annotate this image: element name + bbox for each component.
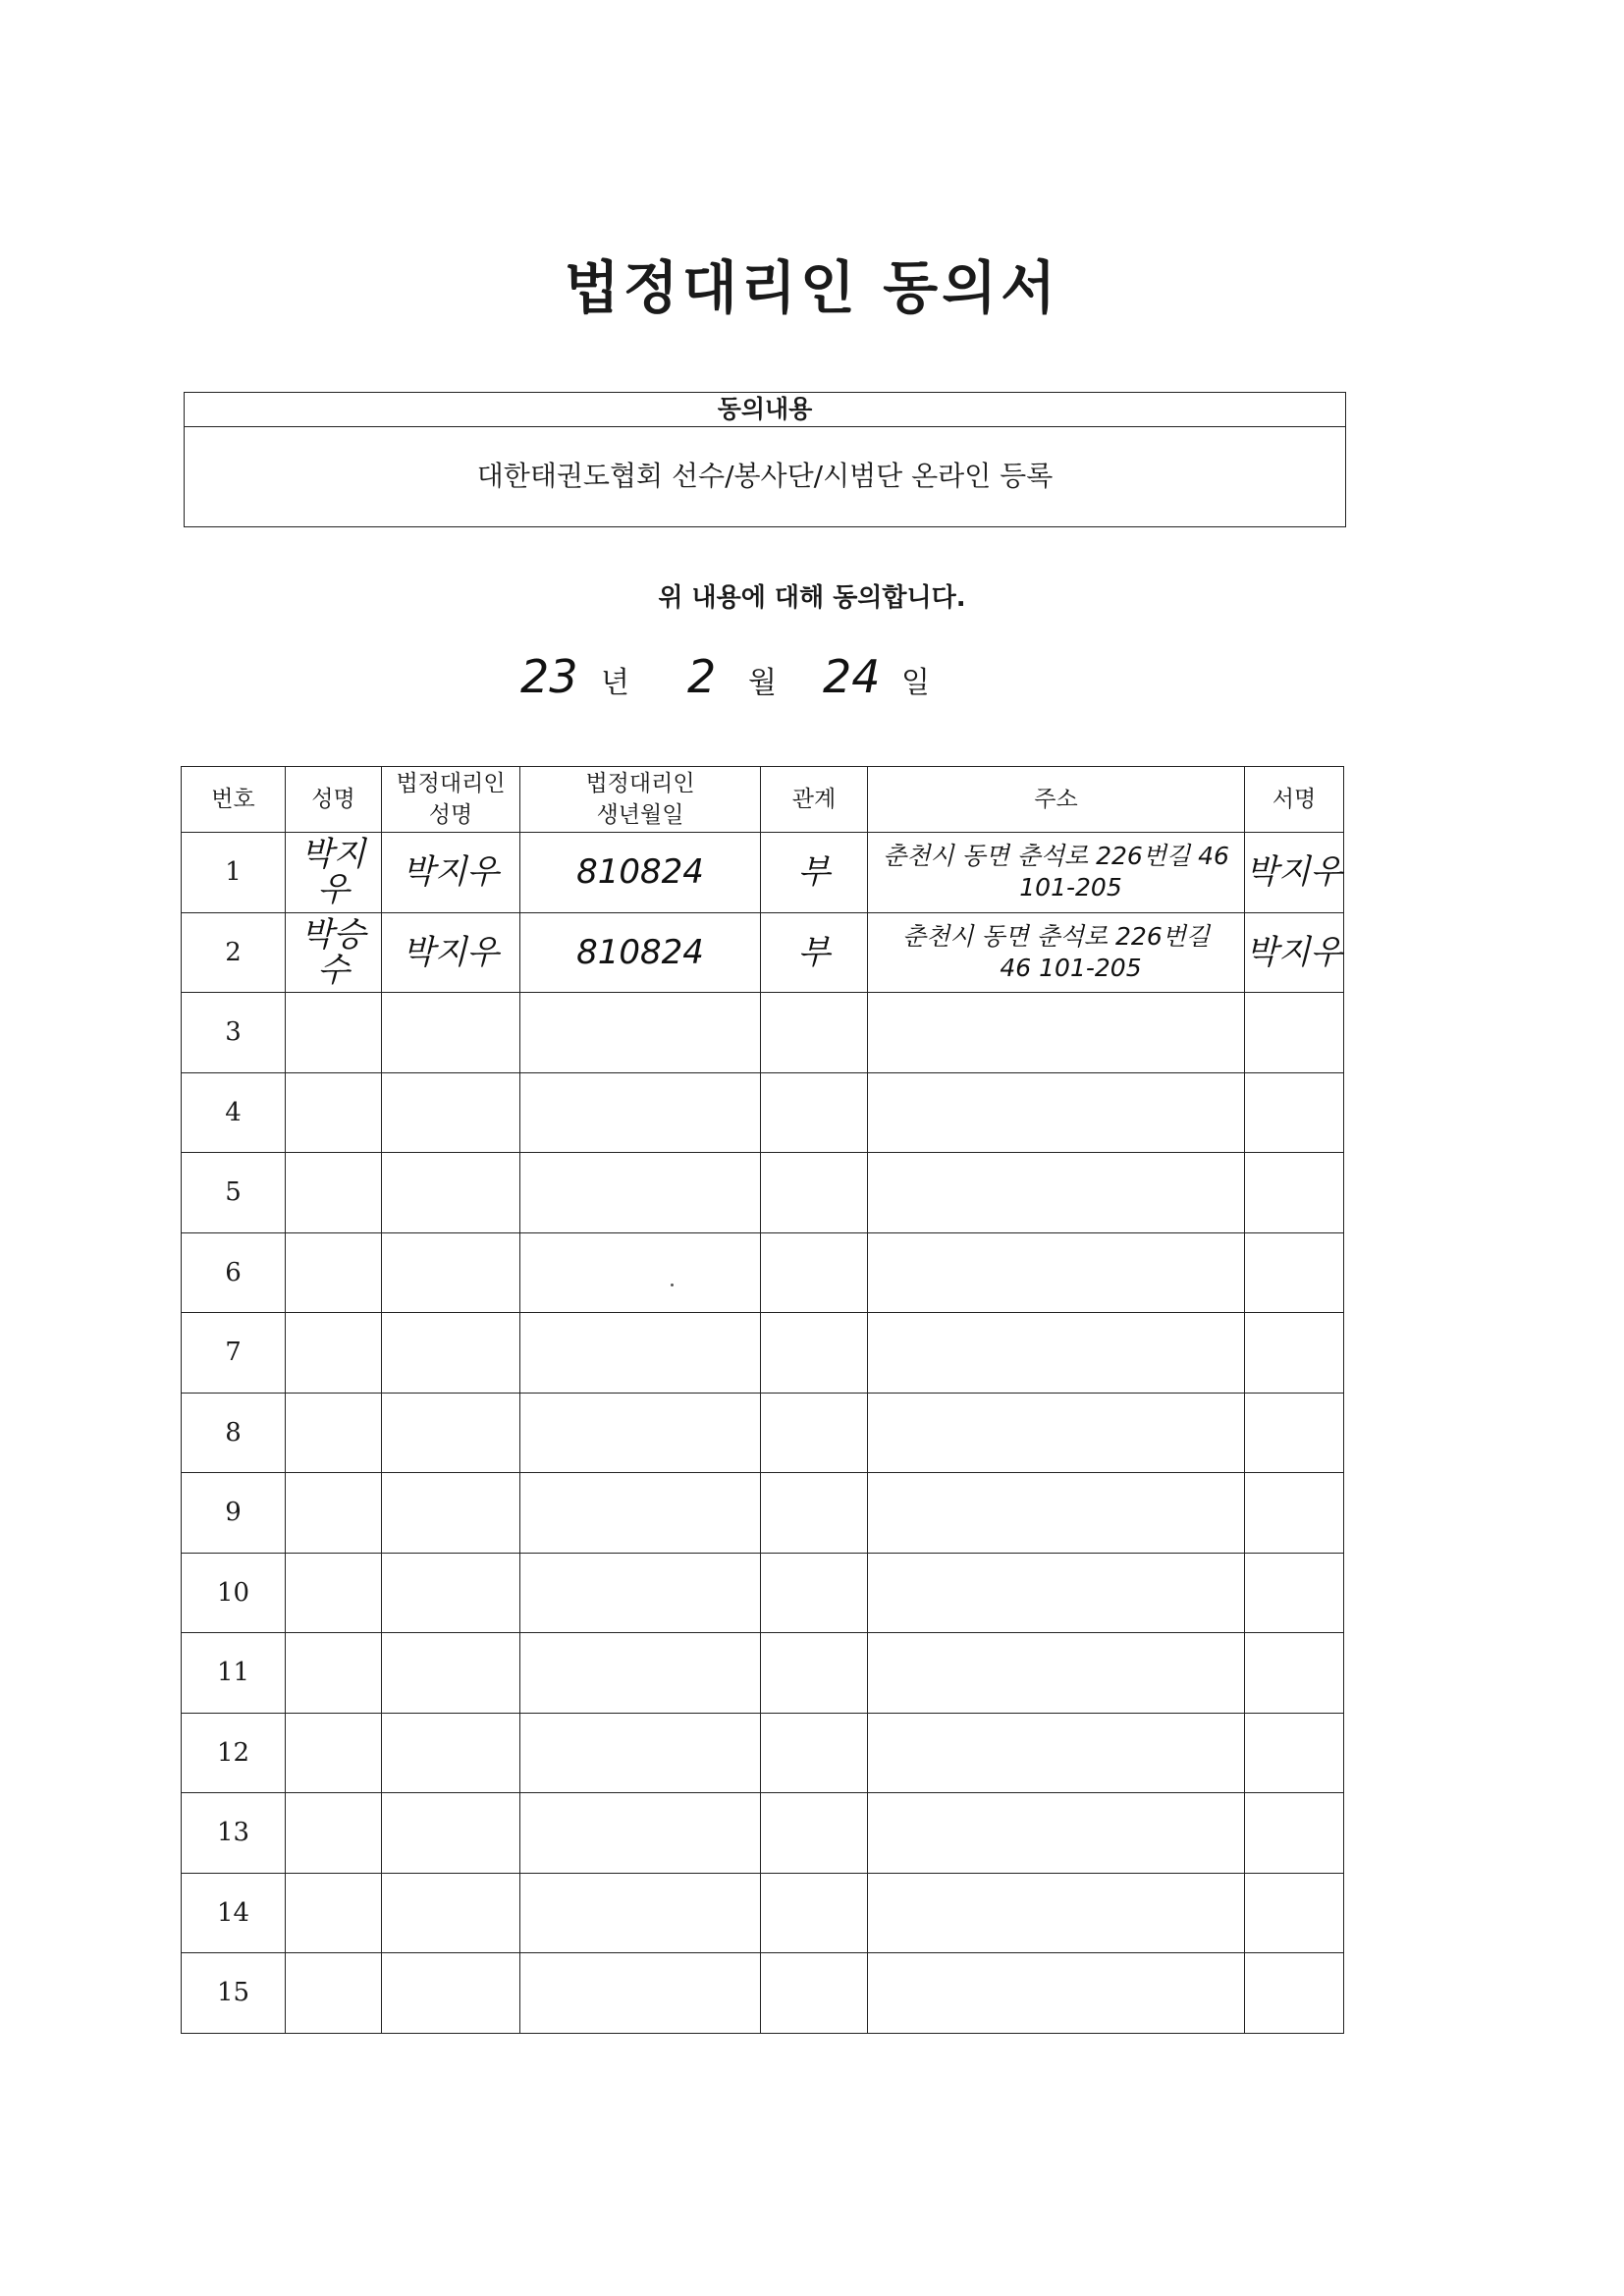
name-cell[interactable] [286, 833, 382, 913]
guardian-consent-table [181, 766, 1344, 2034]
table-header-row [182, 767, 1344, 833]
guardian-name-cell[interactable] [382, 1873, 520, 1953]
guardian-birth-cell[interactable] [520, 1473, 761, 1554]
date-month-value[interactable]: 2 [687, 650, 717, 703]
guardian-name-handwriting: 박지우 [402, 852, 500, 893]
address-cell[interactable] [868, 1793, 1245, 1874]
guardian-birth-cell[interactable] [520, 1953, 761, 2034]
header-signature: 서명 [1245, 767, 1344, 833]
signature-cell[interactable] [1245, 1393, 1344, 1473]
address-cell[interactable] [868, 1153, 1245, 1233]
relation-cell[interactable] [761, 1633, 868, 1714]
header-relation: 관계 [761, 767, 868, 833]
address-cell[interactable] [868, 1553, 1245, 1633]
address-cell[interactable] [868, 993, 1245, 1073]
address-cell[interactable] [868, 1873, 1245, 1953]
document-title: 법정대리인 동의서 [564, 254, 1060, 321]
header-no: 번호 [182, 767, 286, 833]
table-row [182, 993, 1344, 1073]
table-row [182, 1232, 1344, 1313]
guardian-name-cell[interactable] [382, 1153, 520, 1233]
relation-cell[interactable] [761, 1153, 868, 1233]
signature-cell[interactable] [1245, 1793, 1344, 1874]
guardian-name-cell[interactable] [382, 1473, 520, 1554]
header-guardian-birth: 법정대리인 생년월일 [520, 767, 761, 833]
relation-cell[interactable] [761, 993, 868, 1073]
row-number: 12 [182, 1713, 286, 1793]
agreement-statement: 위 내용에 대해 동의합니다. [658, 583, 966, 613]
guardian-birth-cell[interactable] [520, 1873, 761, 1953]
signature-cell[interactable] [1245, 1713, 1344, 1793]
table-row [182, 1072, 1344, 1153]
signature-cell[interactable] [1245, 912, 1344, 993]
table-row [182, 1393, 1344, 1473]
address-line2-handwriting: 101-205 [1019, 873, 1122, 902]
name-cell[interactable] [286, 1232, 382, 1313]
row-number: 9 [182, 1473, 286, 1554]
row-number: 1 [182, 833, 286, 913]
signature-cell[interactable] [1245, 1313, 1344, 1394]
name-cell[interactable] [286, 1072, 382, 1153]
relation-cell[interactable] [761, 1232, 868, 1313]
name-cell[interactable] [286, 1313, 382, 1394]
name-cell[interactable] [286, 1873, 382, 1953]
row-number: 4 [182, 1072, 286, 1153]
row-number: 15 [182, 1953, 286, 2034]
guardian-name-cell[interactable] [382, 993, 520, 1073]
guardian-birth-cell[interactable] [520, 993, 761, 1073]
relation-cell[interactable] [761, 1793, 868, 1874]
date-day-value[interactable]: 24 [823, 650, 881, 703]
row-number: 6 [182, 1232, 286, 1313]
name-cell[interactable] [286, 1553, 382, 1633]
row-number: 7 [182, 1313, 286, 1394]
signature-cell[interactable] [1245, 1153, 1344, 1233]
relation-cell[interactable] [761, 1072, 868, 1153]
row-number: 11 [182, 1633, 286, 1714]
signature-cell[interactable] [1245, 993, 1344, 1073]
signature-cell[interactable] [1245, 1072, 1344, 1153]
name-cell[interactable] [286, 1953, 382, 2034]
table-row [182, 1313, 1344, 1394]
header-guardian-name: 법정대리인 성명 [382, 767, 520, 833]
relation-cell[interactable] [761, 1313, 868, 1394]
header-name: 성명 [286, 767, 382, 833]
header-address: 주소 [868, 767, 1245, 833]
row-number: 3 [182, 993, 286, 1073]
signature-cell[interactable] [1245, 1232, 1344, 1313]
guardian-birth-handwriting: 810824 [576, 852, 704, 893]
date-line [0, 650, 1624, 717]
guardian-birth-cell[interactable] [520, 1633, 761, 1714]
name-handwriting: 박승수 [300, 914, 366, 990]
signature-cell[interactable] [1245, 1873, 1344, 1953]
address-cell[interactable] [868, 912, 1245, 993]
date-day-label: 일 [901, 666, 930, 700]
table-row [182, 912, 1344, 993]
scan-speck [671, 1284, 674, 1286]
signature-cell[interactable] [1245, 833, 1344, 913]
guardian-name-cell[interactable] [382, 1393, 520, 1473]
signature-handwriting: 박지우 [1245, 852, 1343, 893]
guardian-birth-cell[interactable] [520, 1393, 761, 1473]
signature-cell[interactable] [1245, 1953, 1344, 2034]
table-row [182, 1793, 1344, 1874]
guardian-name-cell[interactable] [382, 1713, 520, 1793]
address-cell[interactable] [868, 1633, 1245, 1714]
relation-cell[interactable] [761, 1473, 868, 1554]
relation-cell[interactable] [761, 1393, 868, 1473]
signature-cell[interactable] [1245, 1473, 1344, 1554]
address-cell[interactable] [868, 1473, 1245, 1554]
relation-cell[interactable] [761, 1953, 868, 2034]
address-line1-handwriting: 춘천시 동면 춘석로 226번길 46 [883, 842, 1229, 871]
table-row [182, 1873, 1344, 1953]
relation-cell[interactable] [761, 1713, 868, 1793]
table-row [182, 1153, 1344, 1233]
name-cell[interactable] [286, 1633, 382, 1714]
guardian-name-cell[interactable] [382, 912, 520, 993]
address-line2-handwriting: 46 101-205 [1000, 953, 1142, 982]
guardian-birth-cell[interactable] [520, 1553, 761, 1633]
table-row [182, 1713, 1344, 1793]
name-cell[interactable] [286, 912, 382, 993]
address-cell[interactable] [868, 833, 1245, 913]
name-handwriting: 박지우 [300, 835, 366, 910]
consent-content-box [184, 392, 1346, 527]
guardian-name-cell[interactable] [382, 1793, 520, 1874]
signature-handwriting: 박지우 [1245, 932, 1343, 972]
address-line1-handwriting: 춘천시 동면 춘석로 226번길 [901, 921, 1211, 951]
name-cell[interactable] [286, 1153, 382, 1233]
name-cell[interactable] [286, 1713, 382, 1793]
relation-cell[interactable] [761, 912, 868, 993]
row-number: 2 [182, 912, 286, 993]
name-cell[interactable] [286, 1793, 382, 1874]
guardian-name-cell[interactable] [382, 1313, 520, 1394]
row-number: 13 [182, 1793, 286, 1874]
table-row [182, 833, 1344, 913]
date-month-label: 월 [748, 666, 777, 700]
guardian-birth-cell[interactable] [520, 1793, 761, 1874]
signature-cell[interactable] [1245, 1633, 1344, 1714]
guardian-birth-cell[interactable] [520, 1072, 761, 1153]
relation-handwriting: 부 [797, 932, 831, 972]
address-cell[interactable] [868, 1072, 1245, 1153]
guardian-birth-handwriting: 810824 [576, 932, 704, 972]
address-cell[interactable] [868, 1953, 1245, 2034]
row-number: 8 [182, 1393, 286, 1473]
table-row [182, 1633, 1344, 1714]
guardian-name-cell[interactable] [382, 1072, 520, 1153]
guardian-name-cell[interactable] [382, 1553, 520, 1633]
relation-cell[interactable] [761, 1553, 868, 1633]
guardian-name-cell[interactable] [382, 1232, 520, 1313]
address-cell[interactable] [868, 1713, 1245, 1793]
name-cell[interactable] [286, 1393, 382, 1473]
row-number: 14 [182, 1873, 286, 1953]
address-cell[interactable] [868, 1393, 1245, 1473]
table-row [182, 1553, 1344, 1633]
guardian-birth-cell[interactable] [520, 1713, 761, 1793]
date-year-label: 년 [601, 666, 629, 700]
address-cell[interactable] [868, 1232, 1245, 1313]
table-row [182, 1953, 1344, 2034]
guardian-birth-cell[interactable] [520, 1232, 761, 1313]
date-year-value[interactable]: 23 [520, 650, 578, 703]
relation-handwriting: 부 [797, 852, 831, 893]
guardian-name-cell[interactable] [382, 1953, 520, 2034]
consent-content-header: 동의내용 [185, 393, 1345, 427]
signature-cell[interactable] [1245, 1553, 1344, 1633]
relation-cell[interactable] [761, 1873, 868, 1953]
relation-cell[interactable] [761, 833, 868, 913]
row-number: 10 [182, 1553, 286, 1633]
consent-content-text: 대한태권도협회 선수/봉사단/시범단 온라인 등록 [476, 460, 1054, 492]
guardian-name-cell[interactable] [382, 833, 520, 913]
guardian-name-cell[interactable] [382, 1633, 520, 1714]
name-cell[interactable] [286, 1473, 382, 1554]
row-number: 5 [182, 1153, 286, 1233]
name-cell[interactable] [286, 993, 382, 1073]
guardian-birth-cell[interactable] [520, 1313, 761, 1394]
table-row [182, 1473, 1344, 1554]
guardian-birth-cell[interactable] [520, 912, 761, 993]
guardian-birth-cell[interactable] [520, 833, 761, 913]
guardian-birth-cell[interactable] [520, 1153, 761, 1233]
guardian-name-handwriting: 박지우 [402, 932, 500, 972]
address-cell[interactable] [868, 1313, 1245, 1394]
